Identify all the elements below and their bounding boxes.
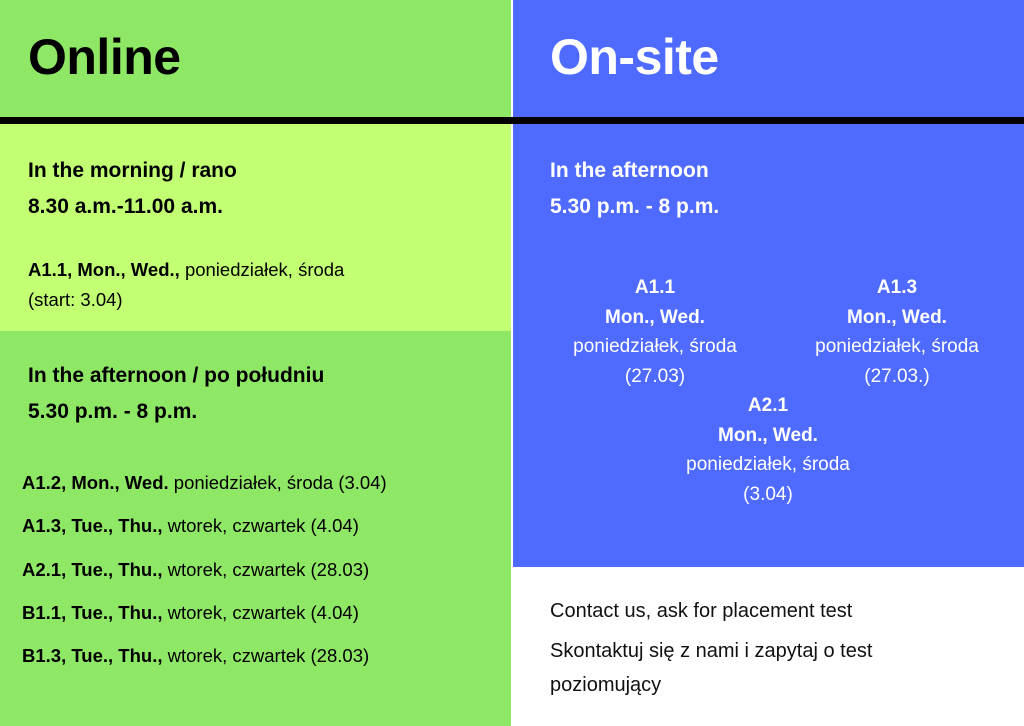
list-item <box>22 638 387 681</box>
course-code-days: A1.1, Mon., Wed., <box>28 259 180 280</box>
onsite-afternoon-heading-time: 5.30 p.m. - 8 p.m. <box>550 195 720 218</box>
course-code-days: A2.1, Tue., Thu., <box>22 558 163 580</box>
onsite-afternoon-heading-title: In the afternoon <box>550 159 709 182</box>
online-afternoon-heading-time: 5.30 p.m. - 8 p.m. <box>28 400 198 423</box>
course-polish-days: poniedziałek, środa <box>815 336 979 357</box>
onsite-afternoon-heading <box>550 153 719 225</box>
course-days: Mon., Wed. <box>847 306 947 328</box>
onsite-course-a1-3 <box>787 273 1007 391</box>
online-afternoon-heading <box>28 358 324 430</box>
onsite-course-a2-1 <box>658 391 878 509</box>
course-details: wtorek, czwartek (4.04) <box>167 515 359 537</box>
onsite-afternoon-section <box>513 124 1024 567</box>
contact-line-english: Contact us, ask for placement test <box>550 600 853 622</box>
onsite-header-panel <box>513 0 1024 119</box>
course-days: Mon., Wed. <box>718 424 818 446</box>
course-code-days: A1.3, Tue., Thu., <box>22 515 163 537</box>
course-details: wtorek, czwartek (4.04) <box>167 601 359 623</box>
online-header-panel <box>0 0 511 119</box>
contact-line-polish: Skontaktuj się z nami i zapytaj o test <box>550 640 873 662</box>
online-afternoon-course-list <box>22 465 387 681</box>
online-afternoon-section <box>0 331 511 726</box>
course-start: (3.04) <box>743 483 793 505</box>
online-afternoon-heading-title: In the afternoon / po południu <box>28 364 325 387</box>
course-polish-days: poniedziałek, środa <box>686 454 850 475</box>
onsite-title: On-site <box>550 29 719 85</box>
morning-heading-title: In the morning / rano <box>28 159 237 182</box>
morning-heading-time: 8.30 a.m.-11.00 a.m. <box>28 195 223 218</box>
morning-course-start: (start: 3.04) <box>28 289 123 310</box>
course-code-days: B1.3, Tue., Thu., <box>22 645 163 667</box>
course-details: wtorek, czwartek (28.03) <box>167 645 370 667</box>
contact-line-polish-cont: poziomujący <box>550 674 662 696</box>
morning-course-a1-1 <box>28 255 344 285</box>
online-morning-section <box>0 124 511 331</box>
list-item <box>22 552 387 595</box>
course-polish-days: poniedziałek, środa <box>184 259 345 280</box>
course-code-days: A1.2, Mon., Wed. <box>22 472 169 493</box>
course-polish-days: poniedziałek, środa <box>573 336 737 357</box>
course-days: Mon., Wed. <box>605 306 705 328</box>
course-start: (27.03.) <box>864 365 930 387</box>
course-code: A1.3 <box>876 277 918 298</box>
onsite-course-a1-1 <box>545 273 765 391</box>
online-title: Online <box>28 29 181 85</box>
course-code: A2.1 <box>747 395 789 416</box>
course-details: poniedziałek, środa (3.04) <box>173 472 387 493</box>
header-divider <box>0 117 1024 124</box>
morning-heading <box>28 153 237 225</box>
list-item <box>22 508 387 551</box>
course-code: A1.1 <box>634 277 676 298</box>
course-start: (27.03) <box>624 365 686 387</box>
list-item <box>22 465 387 508</box>
list-item <box>22 595 387 638</box>
course-details: wtorek, czwartek (28.03) <box>167 558 370 580</box>
contact-section <box>513 567 1024 726</box>
course-code-days: B1.1, Tue., Thu., <box>22 601 163 623</box>
